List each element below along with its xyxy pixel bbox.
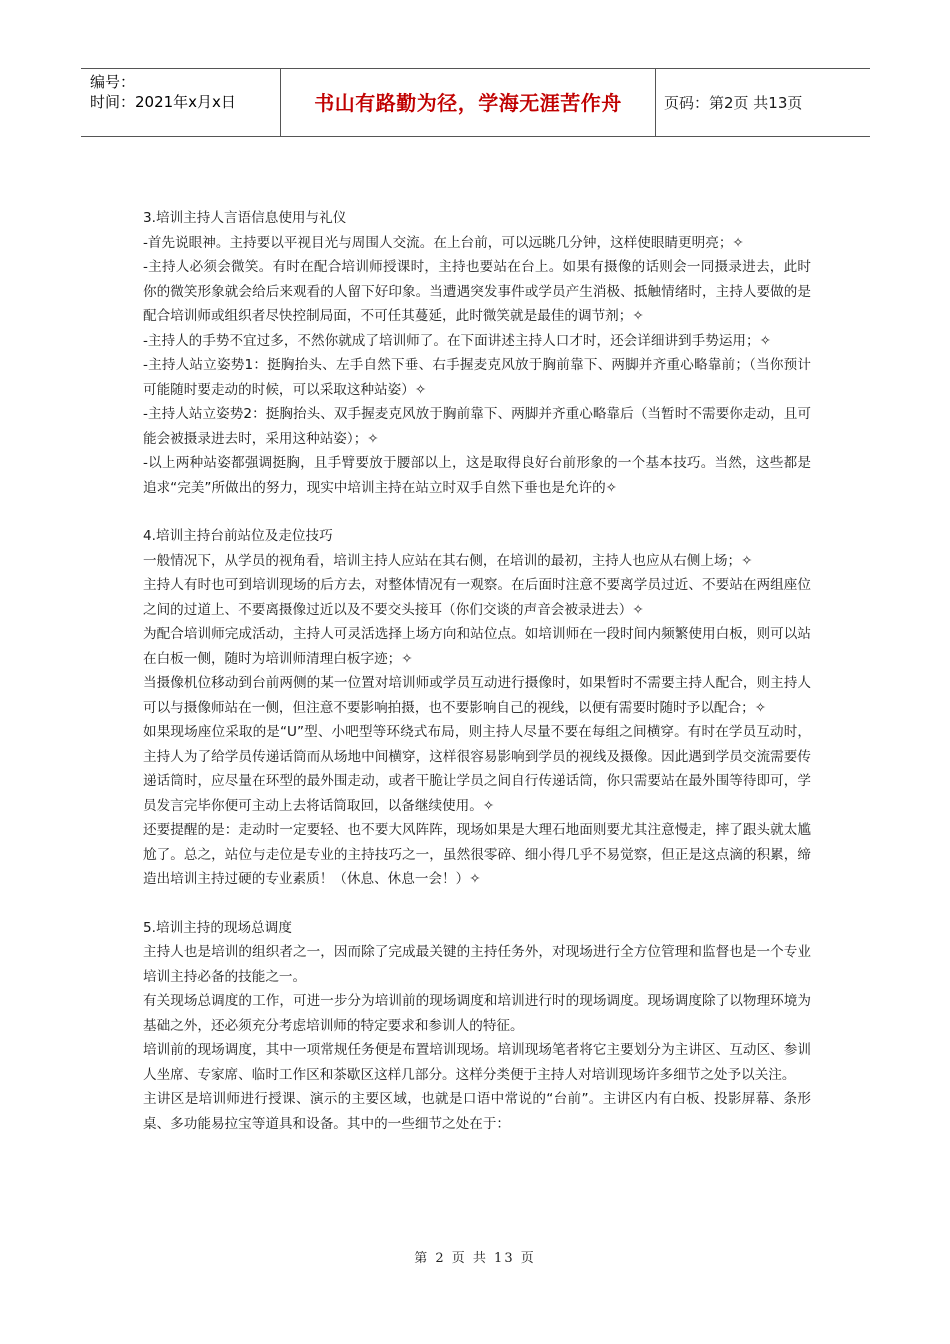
- section-heading: 4.培训主持台前站位及走位技巧: [143, 528, 333, 544]
- body-paragraph: -主持人必须会微笑。有时在配合培训师授课时，主持也要站在台上。如果有摄像的话则会一同摄录进去，此时你的微笑形象就会给后来观看的人留下好印象。当遭遇突发事件或学员产生消极、抵触情绪时，主持人要做的是配合培训师或组织者尽快控制局面，不可任其蔓延，此时微笑就是最佳的调节剂；✧: [143, 259, 811, 324]
- body-paragraph: 主持人也是培训的组织者之一，因而除了完成最关键的主持任务外，对现场进行全方位管理和监督也是一个专业培训主持必备的技能之一。: [143, 944, 811, 985]
- body-paragraph: -主持人站立姿势2：挺胸抬头、双手握麦克风放于胸前靠下、两脚并齐重心略靠后（当暂时不需要你走动，且可能会被摄录进去时，采用这种站姿）；✧: [143, 406, 811, 447]
- header-motto-cell: [280, 69, 656, 136]
- header-page-code: 页码：第2页 共13页: [664, 94, 803, 112]
- body-paragraph: 还要提醒的是：走动时一定要轻、也不要大风阵阵，现场如果是大理石地面则要尤其注意慢走，摔了跟头就太尴尬了。总之，站位与走位是专业的主持技巧之一，虽然很零碎、细小得几乎不易觉察，但正是这点滴的积累，缔造出培训主持过硬的专业素质！（休息、休息一会！）✧: [143, 822, 811, 887]
- document-number-label: 编号：: [90, 73, 136, 91]
- section-heading: 3.培训主持人言语信息使用与礼仪: [143, 210, 347, 226]
- body-paragraph: -首先说眼神。主持要以平视目光与周围人交流。在上台前，可以远眺几分钟，这样使眼睛更明亮；✧: [143, 234, 744, 251]
- page-header: [81, 68, 870, 137]
- section-heading: 5.培训主持的现场总调度: [143, 919, 292, 936]
- document-time-label: 时间：2021年x月x日: [90, 93, 236, 111]
- page-footer: 第 2 页 共 13 页: [414, 1251, 536, 1266]
- header-info-cell: [81, 69, 279, 136]
- body-paragraph: -以上两种站姿都强调挺胸，且手臂要放于腰部以上，这是取得良好台前形象的一个基本技巧。当然，这些都是追求“完美”所做出的努力，现实中培训主持在站立时双手自然下垂也是允许的✧: [143, 455, 811, 496]
- body-paragraph: -主持人站立姿势1：挺胸抬头、左手自然下垂、右手握麦克风放于胸前靠下、两脚并齐重心略靠前；（当你预计可能随时要走动的时候，可以采取这种站姿）✧: [143, 357, 811, 398]
- body-paragraph: -主持人的手势不宜过多，不然你就成了培训师了。在下面讲述主持人口才时，还会详细讲到手势运用；✧: [143, 332, 772, 349]
- body-paragraph: 如果现场座位采取的是“U”型、小吧型等环绕式布局，则主持人尽量不要在每组之间横穿。有时在学员互动时，主持人为了给学员传递话筒而从场地中间横穿，这样很容易影响到学员的视线及摄像。因此遇到学员交流需要传递话筒时，应尽量在环型的最外围走动，或者干脆让学员之间自行传递话筒，你只需要站在最外围等待即可，学员发言完毕你便可主动上去将话筒取回，以备继续使用。✧: [143, 724, 811, 814]
- header-page-cell: [655, 69, 870, 136]
- body-paragraph: 有关现场总调度的工作，可进一步分为培训前的现场调度和培训进行时的现场调度。现场调度除了以物理环境为基础之外，还必须充分考虑培训师的特定要求和参训人的特征。: [143, 993, 811, 1034]
- document-body: [143, 206, 811, 1136]
- body-paragraph: 当摄像机位移动到台前两侧的某一位置对培训师或学员互动进行摄像时，如果暂时不需要主持人配合，则主持人可以与摄像师站在一侧，但注意不要影响拍摄，也不要影响自己的视线，以便有需要时随时予以配合；✧: [143, 675, 811, 716]
- body-paragraph: 培训前的现场调度，其中一项常规任务便是布置培训现场。培训现场笔者将它主要划分为主讲区、互动区、参训人坐席、专家席、临时工作区和茶歇区这样几部分。这样分类便于主持人对培训现场许多细节之处予以关注。: [143, 1042, 811, 1083]
- header-motto: 书山有路勤为径，学海无涯苦作舟: [314, 91, 622, 115]
- body-paragraph: 主讲区是培训师进行授课、演示的主要区域，也就是口语中常说的“台前”。主讲区内有白板、投影屏幕、条形桌、多功能易拉宝等道具和设备。其中的一些细节之处在于：: [143, 1091, 811, 1132]
- body-paragraph: 为配合培训师完成活动，主持人可灵活选择上场方向和站位点。如培训师在一段时间内频繁使用白板，则可以站在白板一侧，随时为培训师清理白板字迹；✧: [143, 626, 811, 667]
- body-paragraph: 主持人有时也可到培训现场的后方去，对整体情况有一观察。在后面时注意不要离学员过近、不要站在两组座位之间的过道上、不要离摄像过近以及不要交头接耳（你们交谈的声音会被录进去）✧: [143, 577, 811, 618]
- body-paragraph: 一般情况下，从学员的视角看，培训主持人应站在其右侧，在培训的最初，主持人也应从右侧上场；✧: [143, 552, 753, 569]
